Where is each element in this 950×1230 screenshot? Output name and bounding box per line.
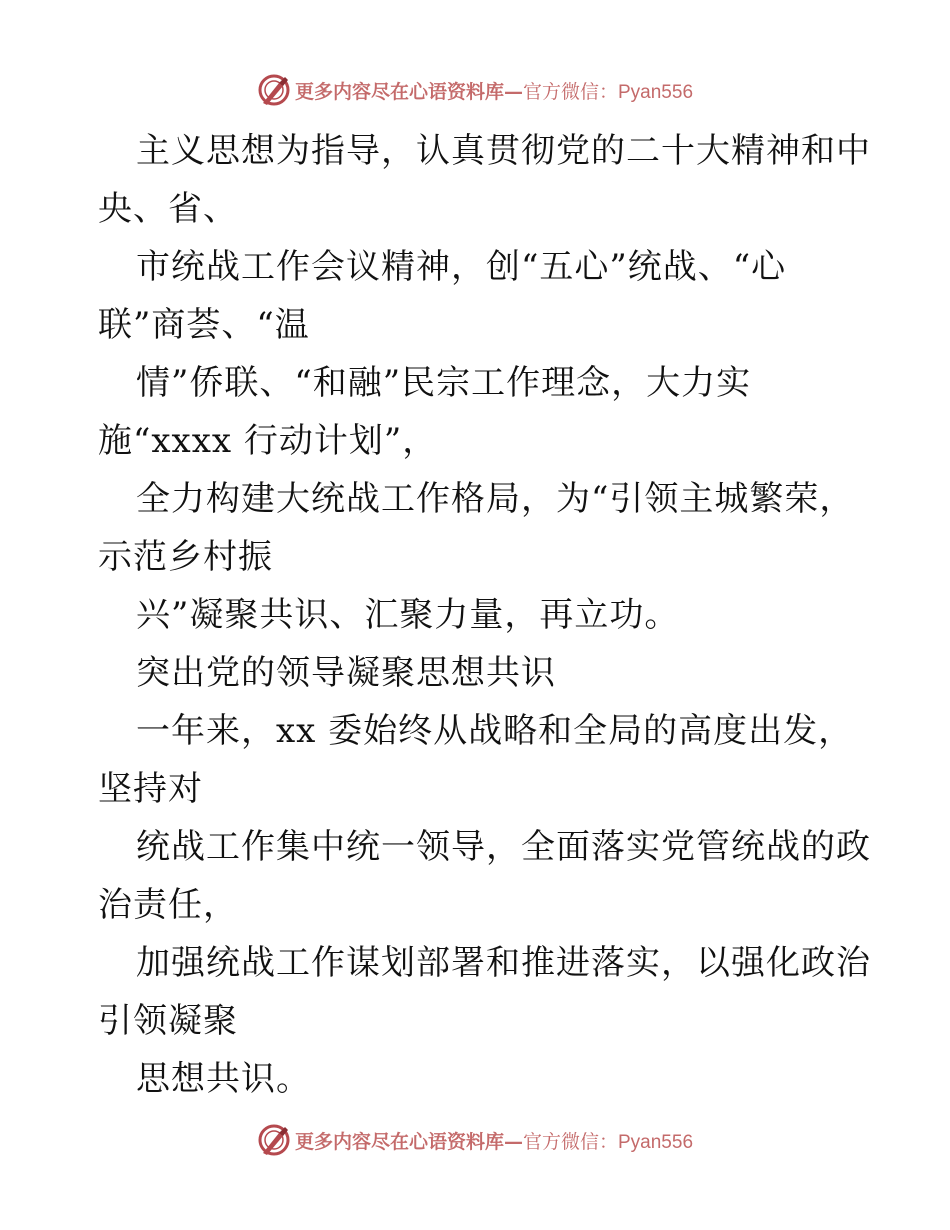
text-line: 情”侨联、“和融”民宗工作理念，大力实: [136, 363, 752, 403]
text-line: 联”商荟、“温: [98, 305, 310, 345]
text-line: 主义思想为指导，认真贯彻党的二十大精神和中: [136, 131, 871, 171]
watermark-wechat-text: 官方微信：Pyan556: [523, 81, 694, 103]
text-line: 央、省、: [98, 189, 238, 229]
text-line: 突出党的领导凝聚思想共识: [136, 653, 556, 693]
pen-logo-icon: [257, 1123, 291, 1157]
pen-logo-icon: [257, 73, 291, 107]
watermark-main-text: 更多内容尽在心语资料库: [294, 80, 504, 103]
text-line: 一年来，xx 委始终从战略和全局的高度出发，: [136, 711, 854, 751]
watermark-wechat-text: 官方微信：Pyan556: [523, 1131, 694, 1153]
text-line: 兴”凝聚共识、汇聚力量，再立功。: [136, 595, 680, 635]
text-line: 治责任，: [98, 885, 238, 925]
text-line: 示范乡村振: [98, 537, 273, 577]
watermark-separator: —: [504, 1130, 523, 1153]
footer-watermark: [0, 1120, 950, 1160]
text-line: 思想共识。: [136, 1059, 311, 1099]
text-line: 统战工作集中统一领导，全面落实党管统战的政: [136, 827, 871, 867]
text-line: 引领凝聚: [98, 1001, 238, 1041]
text-line: 市统战工作会议精神，创“五心”统战、“心: [136, 247, 787, 287]
text-line: 加强统战工作谋划部署和推进落实，以强化政治: [136, 943, 871, 983]
header-watermark: [0, 70, 950, 110]
document-body: [98, 122, 878, 1108]
text-line: 坚持对: [98, 769, 203, 809]
watermark-separator: —: [504, 80, 523, 103]
watermark-main-text: 更多内容尽在心语资料库: [294, 1130, 504, 1153]
text-line: 施“xxxx 行动计划”，: [98, 421, 438, 461]
text-line: 全力构建大统战工作格局，为“引领主城繁荣，: [136, 479, 855, 519]
